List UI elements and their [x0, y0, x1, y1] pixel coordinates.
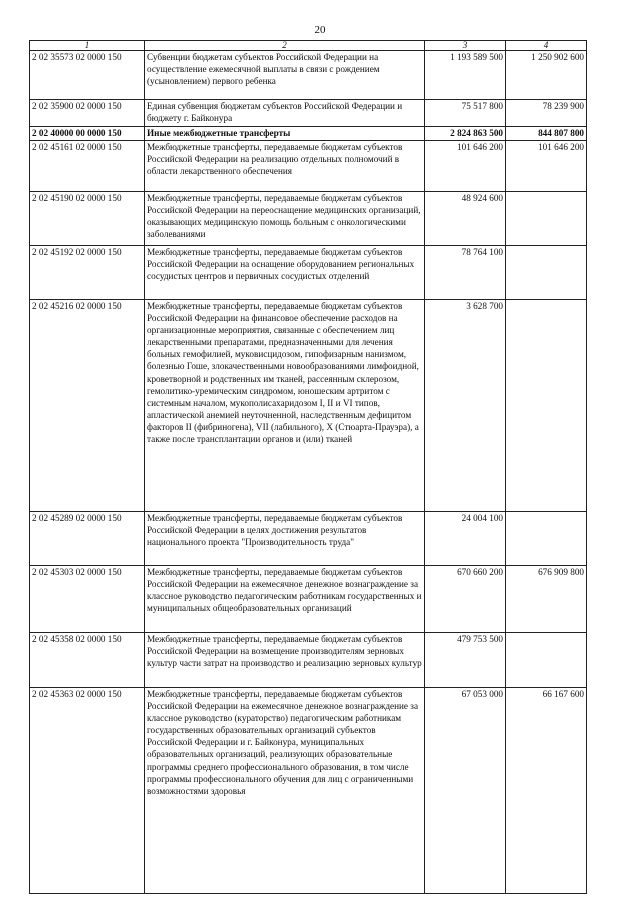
amount-col4: 1 250 902 600	[506, 51, 587, 100]
column-number: 3	[425, 41, 506, 51]
table-row	[30, 192, 587, 246]
amount-col4: 844 807 800	[506, 127, 587, 141]
amount-col4	[506, 246, 587, 300]
amount-col3: 2 824 863 500	[425, 127, 506, 141]
table-row	[30, 246, 587, 300]
budget-code: 2 02 35573 02 0000 150	[30, 51, 145, 100]
item-name: Субвенции бюджетам субъектов Российской Федерации на осуществление ежемесячной выплаты в связи с рождением (усыновлением) первого ребенка	[145, 51, 425, 100]
amount-col4	[506, 633, 587, 688]
budget-code: 2 02 45363 02 0000 150	[30, 688, 145, 894]
amount-col4: 676 909 800	[506, 566, 587, 633]
item-name: Межбюджетные трансферты, передаваемые бюджетам субъектов Российской Федерации на оснащение оборудованием региональных сосудистых центров и первичных сосудистых отделений	[145, 246, 425, 300]
amount-col3: 3 628 700	[425, 300, 506, 512]
budget-code: 2 02 45303 02 0000 150	[30, 566, 145, 633]
item-name: Межбюджетные трансферты, передаваемые бюджетам субъектов Российской Федерации на ежемесячное денежное вознаграждение за классное руководство педагогическим работникам государственных и муниципальных общеобразовательных организаций	[145, 566, 425, 633]
page-number: 20	[314, 24, 326, 36]
budget-code: 2 02 45358 02 0000 150	[30, 633, 145, 688]
budget-code: 2 02 35900 02 0000 150	[30, 100, 145, 127]
amount-col3: 1 193 589 500	[425, 51, 506, 100]
budget-code: 2 02 45190 02 0000 150	[30, 192, 145, 246]
budget-table	[29, 40, 587, 894]
table-row	[30, 300, 587, 512]
item-name: Единая субвенция бюджетам субъектов Российской Федерации и бюджету г. Байконура	[145, 100, 425, 127]
column-number-row	[30, 41, 587, 51]
amount-col4: 78 239 900	[506, 100, 587, 127]
table-row	[30, 100, 587, 127]
item-name: Межбюджетные трансферты, передаваемые бюджетам субъектов Российской Федерации на возмещение производителям зерновых культур части затрат на производство и реализацию зерновых культур	[145, 633, 425, 688]
amount-col3: 101 646 200	[425, 141, 506, 192]
item-name: Межбюджетные трансферты, передаваемые бюджетам субъектов Российской Федерации на финансовое обеспечение расходов на организационные мероприятия, связанные с обеспечением лиц лекарственными препаратами, предназначенными для лечения больных гемофилией, муковисцидозом, гипофизарным нанизмом, болезнью Гоше, злокачественными новообразованиями лимфоидной, кроветворной и родственных им тканей, рассеянным склерозом, гемолитико-уремическим синдромом, юношеским артритом с системным началом, мукополисахаридозом I, II и VI типов, апластической анемией неуточненной, наследственным дефицитом факторов II (фибриногена), VII (лабильного), X (Стюарта-Прауэра), а также после трансплантации органов и (или) тканей	[145, 300, 425, 512]
amount-col4: 66 167 600	[506, 688, 587, 894]
amount-col4	[506, 300, 587, 512]
item-name: Межбюджетные трансферты, передаваемые бюджетам субъектов Российской Федерации на реализацию отдельных полномочий в области лекарственного обеспечения	[145, 141, 425, 192]
amount-col3: 48 924 600	[425, 192, 506, 246]
table-row	[30, 633, 587, 688]
amount-col3: 479 753 500	[425, 633, 506, 688]
budget-code: 2 02 45289 02 0000 150	[30, 512, 145, 566]
table-row	[30, 141, 587, 192]
column-number: 4	[506, 41, 587, 51]
amount-col4	[506, 192, 587, 246]
item-name: Межбюджетные трансферты, передаваемые бюджетам субъектов Российской Федерации в целях достижения результатов национального проекта "Производительность труда"	[145, 512, 425, 566]
amount-col4: 101 646 200	[506, 141, 587, 192]
amount-col4	[506, 512, 587, 566]
column-number: 2	[145, 41, 425, 51]
table-row	[30, 566, 587, 633]
amount-col3: 67 053 000	[425, 688, 506, 894]
budget-code: 2 02 45192 02 0000 150	[30, 246, 145, 300]
table-row	[30, 512, 587, 566]
budget-code: 2 02 45216 02 0000 150	[30, 300, 145, 512]
amount-col3: 75 517 800	[425, 100, 506, 127]
column-number: 1	[30, 41, 145, 51]
table-row-group-total	[30, 127, 587, 141]
table-row	[30, 51, 587, 100]
item-name: Межбюджетные трансферты, передаваемые бюджетам субъектов Российской Федерации на ежемесячное денежное вознаграждение за классное руководство (кураторство) педагогическим работникам государственных образовательных организаций субъектов Российской Федерации и г. Байконура, муниципальных образовательных организаций, реализующих образовательные программы среднего профессионального образования, в том числе программы профессионального обучения для лиц с ограниченными возможностями здоровья	[145, 688, 425, 894]
amount-col3: 670 660 200	[425, 566, 506, 633]
amount-col3: 78 764 100	[425, 246, 506, 300]
amount-col3: 24 004 100	[425, 512, 506, 566]
table-row	[30, 688, 587, 894]
item-name: Межбюджетные трансферты, передаваемые бюджетам субъектов Российской Федерации на переоснащение медицинских организаций, оказывающих медицинскую помощь больным с онкологическими заболеваниями	[145, 192, 425, 246]
budget-code: 2 02 40000 00 0000 150	[30, 127, 145, 141]
budget-code: 2 02 45161 02 0000 150	[30, 141, 145, 192]
item-name: Иные межбюджетные трансферты	[145, 127, 425, 141]
